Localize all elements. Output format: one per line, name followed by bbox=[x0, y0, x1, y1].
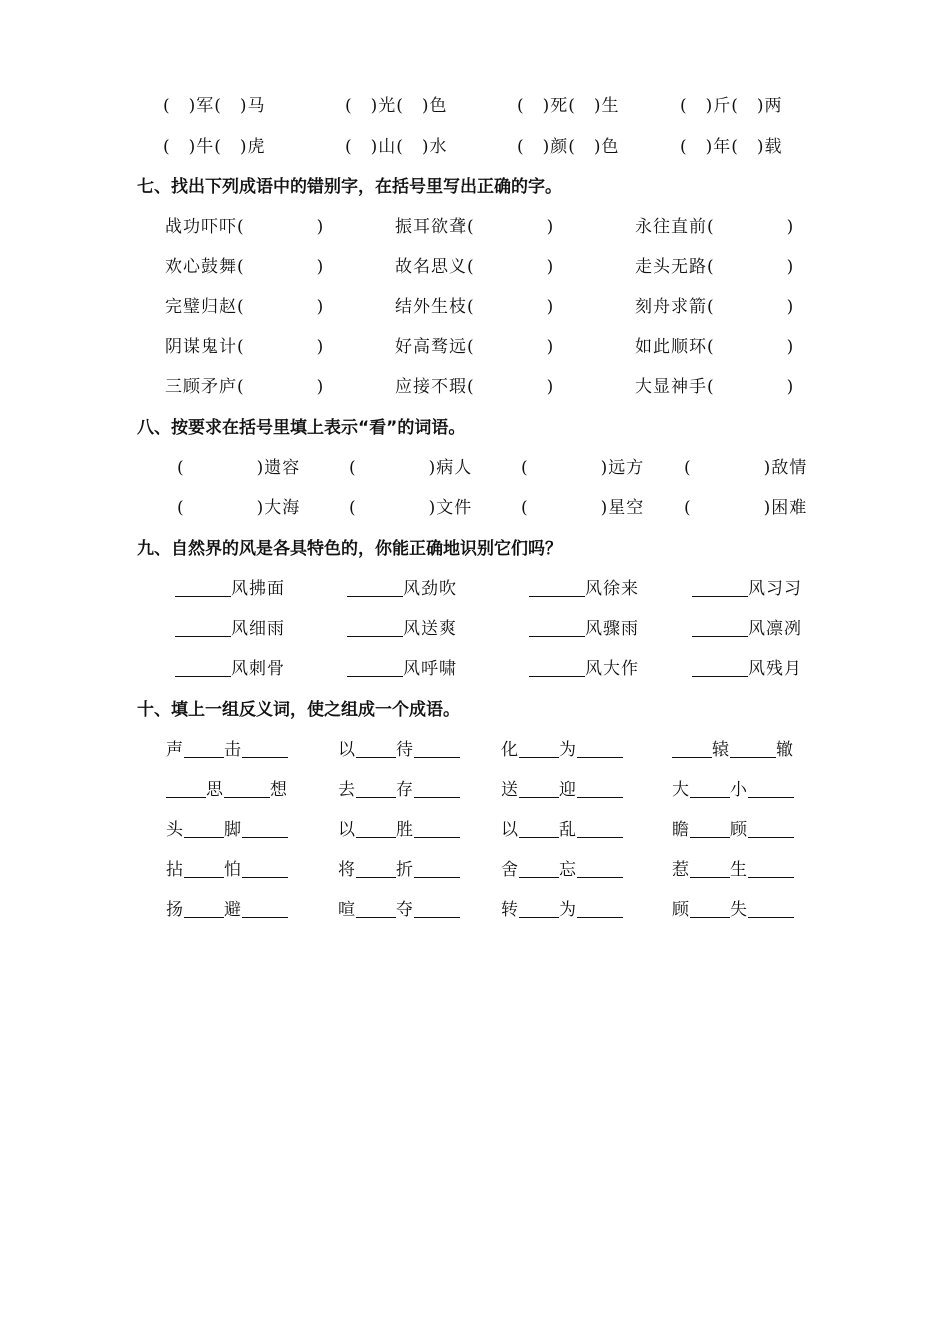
sec7-item: 如此顺环( ) bbox=[635, 337, 795, 357]
sec6-item: ( )斤( )两 bbox=[680, 96, 783, 116]
sec10-char: 以 bbox=[338, 740, 356, 760]
fill-blank[interactable] bbox=[356, 899, 396, 918]
sec10-char: 思 bbox=[206, 780, 224, 800]
sec9-word: 风刺骨 bbox=[231, 659, 285, 679]
fill-blank[interactable] bbox=[184, 819, 224, 838]
fill-blank[interactable] bbox=[347, 618, 403, 637]
sec9-word: 风习习 bbox=[748, 579, 802, 599]
sec7-item: 刻舟求箭( ) bbox=[635, 297, 795, 317]
sec9-item bbox=[529, 614, 639, 644]
fill-blank[interactable] bbox=[414, 859, 460, 878]
fill-blank[interactable] bbox=[356, 739, 396, 758]
fill-blank[interactable] bbox=[166, 779, 206, 798]
sec10-item bbox=[672, 775, 794, 805]
fill-blank[interactable] bbox=[529, 658, 585, 677]
sec10-row-3 bbox=[0, 815, 950, 845]
sec10-item bbox=[338, 735, 460, 765]
sec10-char: 待 bbox=[396, 740, 414, 760]
sec10-char: 胜 bbox=[396, 820, 414, 840]
fill-blank[interactable] bbox=[184, 739, 224, 758]
sec9-item bbox=[175, 654, 285, 684]
fill-blank[interactable] bbox=[748, 819, 794, 838]
sec6-item: ( )军( )马 bbox=[163, 96, 266, 116]
sec9-word: 风徐来 bbox=[585, 579, 639, 599]
sec7-row-5 bbox=[0, 372, 950, 402]
sec9-word: 风大作 bbox=[585, 659, 639, 679]
fill-blank[interactable] bbox=[692, 658, 748, 677]
sec10-char: 大 bbox=[672, 780, 690, 800]
fill-blank[interactable] bbox=[577, 739, 623, 758]
sec10-item bbox=[166, 815, 288, 845]
sec10-item bbox=[672, 735, 794, 765]
sec7-item: 应接不瑕( ) bbox=[395, 377, 555, 397]
sec10-row-5 bbox=[0, 895, 950, 925]
sec10-char: 转 bbox=[501, 900, 519, 920]
sec10-char: 小 bbox=[730, 780, 748, 800]
fill-blank[interactable] bbox=[242, 859, 288, 878]
sec7-row-3 bbox=[0, 292, 950, 322]
fill-blank[interactable] bbox=[356, 859, 396, 878]
fill-blank[interactable] bbox=[748, 899, 794, 918]
sec10-char: 辕 bbox=[712, 740, 730, 760]
sec6-row-1 bbox=[0, 91, 950, 121]
sec10-char: 想 bbox=[270, 780, 288, 800]
fill-blank[interactable] bbox=[577, 859, 623, 878]
sec10-char: 脚 bbox=[224, 820, 242, 840]
sec10-item bbox=[166, 895, 288, 925]
fill-blank[interactable] bbox=[577, 899, 623, 918]
fill-blank[interactable] bbox=[577, 779, 623, 798]
sec10-char: 舍 bbox=[501, 860, 519, 880]
sec7-item: 结外生枝( ) bbox=[395, 297, 555, 317]
sec10-char: 顾 bbox=[730, 820, 748, 840]
sec8-item: ( )文件 bbox=[349, 498, 473, 518]
fill-blank[interactable] bbox=[519, 859, 559, 878]
fill-blank[interactable] bbox=[175, 618, 231, 637]
fill-blank[interactable] bbox=[672, 739, 712, 758]
sec9-item bbox=[347, 654, 457, 684]
fill-blank[interactable] bbox=[184, 859, 224, 878]
fill-blank[interactable] bbox=[529, 578, 585, 597]
fill-blank[interactable] bbox=[690, 899, 730, 918]
fill-blank[interactable] bbox=[748, 779, 794, 798]
sec9-word: 风骤雨 bbox=[585, 619, 639, 639]
sec10-char: 为 bbox=[559, 900, 577, 920]
sec10-char: 送 bbox=[501, 780, 519, 800]
sec8-row-2 bbox=[0, 493, 950, 523]
sec9-word: 风凛冽 bbox=[748, 619, 802, 639]
sec8-item: ( )大海 bbox=[177, 498, 301, 518]
sec8-item: ( )困难 bbox=[684, 498, 808, 518]
fill-blank[interactable] bbox=[519, 779, 559, 798]
sec8-row-1 bbox=[0, 453, 950, 483]
sec10-item bbox=[166, 855, 288, 885]
sec7-item: 走头无路( ) bbox=[635, 257, 795, 277]
sec9-item bbox=[347, 614, 457, 644]
sec10-item bbox=[501, 735, 623, 765]
sec10-char: 乱 bbox=[559, 820, 577, 840]
section8-title: 八、按要求在括号里填上表示“看”的词语。 bbox=[137, 418, 466, 438]
sec10-item bbox=[338, 855, 460, 885]
sec9-item bbox=[692, 574, 802, 604]
sec10-char: 为 bbox=[559, 740, 577, 760]
sec8-item: ( )遗容 bbox=[177, 458, 301, 478]
sec7-item: 欢心鼓舞( ) bbox=[165, 257, 325, 277]
sec9-word: 风劲吹 bbox=[403, 579, 457, 599]
sec10-char: 瞻 bbox=[672, 820, 690, 840]
fill-blank[interactable] bbox=[175, 578, 231, 597]
sec7-item: 故名思义( ) bbox=[395, 257, 555, 277]
sec10-char: 夺 bbox=[396, 900, 414, 920]
fill-blank[interactable] bbox=[356, 779, 396, 798]
sec8-item: ( )远方 bbox=[521, 458, 645, 478]
sec10-item bbox=[501, 895, 623, 925]
sec10-item bbox=[501, 855, 623, 885]
sec10-item bbox=[166, 775, 288, 805]
fill-blank[interactable] bbox=[519, 739, 559, 758]
sec8-item: ( )敌情 bbox=[684, 458, 808, 478]
fill-blank[interactable] bbox=[242, 739, 288, 758]
sec9-item bbox=[529, 654, 639, 684]
sec6-item: ( )死( )生 bbox=[517, 96, 620, 116]
sec7-row-2 bbox=[0, 252, 950, 282]
fill-blank[interactable] bbox=[692, 618, 748, 637]
sec9-item bbox=[175, 614, 285, 644]
fill-blank[interactable] bbox=[414, 819, 460, 838]
sec7-item: 完璧归赵( ) bbox=[165, 297, 325, 317]
fill-blank[interactable] bbox=[529, 618, 585, 637]
sec10-item bbox=[501, 815, 623, 845]
sec6-item: ( )山( )水 bbox=[345, 137, 448, 157]
sec9-item bbox=[529, 574, 639, 604]
sec10-item bbox=[501, 775, 623, 805]
fill-blank[interactable] bbox=[690, 779, 730, 798]
section9-title: 九、自然界的风是各具特色的，你能正确地识别它们吗？ bbox=[137, 539, 562, 559]
sec10-char: 声 bbox=[166, 740, 184, 760]
sec10-row-1 bbox=[0, 735, 950, 765]
sec10-item bbox=[338, 775, 460, 805]
sec10-char: 辙 bbox=[776, 740, 794, 760]
sec10-char: 以 bbox=[338, 820, 356, 840]
sec10-char: 迎 bbox=[559, 780, 577, 800]
sec6-item: ( )牛( )虎 bbox=[163, 137, 266, 157]
sec10-char: 折 bbox=[396, 860, 414, 880]
sec10-char: 存 bbox=[396, 780, 414, 800]
sec9-item bbox=[692, 654, 802, 684]
sec10-char: 将 bbox=[338, 860, 356, 880]
sec10-item bbox=[338, 815, 460, 845]
sec10-char: 扬 bbox=[166, 900, 184, 920]
sec10-char: 去 bbox=[338, 780, 356, 800]
fill-blank[interactable] bbox=[347, 658, 403, 677]
fill-blank[interactable] bbox=[242, 819, 288, 838]
fill-blank[interactable] bbox=[414, 899, 460, 918]
fill-blank[interactable] bbox=[692, 578, 748, 597]
sec7-item: 大显神手( ) bbox=[635, 377, 795, 397]
fill-blank[interactable] bbox=[175, 658, 231, 677]
sec7-item: 永往直前( ) bbox=[635, 217, 795, 237]
sec10-char: 头 bbox=[166, 820, 184, 840]
fill-blank[interactable] bbox=[184, 899, 224, 918]
sec9-word: 风残月 bbox=[748, 659, 802, 679]
sec9-row-3 bbox=[0, 654, 950, 684]
sec10-row-2 bbox=[0, 775, 950, 805]
sec7-row-4 bbox=[0, 332, 950, 362]
sec10-char: 化 bbox=[501, 740, 519, 760]
sec6-row-2 bbox=[0, 132, 950, 162]
sec10-item bbox=[672, 815, 794, 845]
sec9-row-1 bbox=[0, 574, 950, 604]
sec10-row-4 bbox=[0, 855, 950, 885]
sec7-item: 振耳欲聋( ) bbox=[395, 217, 555, 237]
section10-title: 十、填上一组反义词，使之组成一个成语。 bbox=[137, 700, 460, 720]
fill-blank[interactable] bbox=[519, 819, 559, 838]
sec10-char: 怕 bbox=[224, 860, 242, 880]
sec10-item bbox=[338, 895, 460, 925]
fill-blank[interactable] bbox=[414, 779, 460, 798]
fill-blank[interactable] bbox=[730, 739, 776, 758]
sec9-row-2 bbox=[0, 614, 950, 644]
sec7-row-1 bbox=[0, 212, 950, 242]
fill-blank[interactable] bbox=[347, 578, 403, 597]
sec10-char: 顾 bbox=[672, 900, 690, 920]
sec10-char: 生 bbox=[730, 860, 748, 880]
sec10-char: 喧 bbox=[338, 900, 356, 920]
sec10-item bbox=[672, 855, 794, 885]
fill-blank[interactable] bbox=[414, 739, 460, 758]
fill-blank[interactable] bbox=[690, 859, 730, 878]
sec10-item bbox=[672, 895, 794, 925]
sec10-item bbox=[166, 735, 288, 765]
sec9-word: 风送爽 bbox=[403, 619, 457, 639]
sec9-item bbox=[692, 614, 802, 644]
sec9-item bbox=[347, 574, 457, 604]
fill-blank[interactable] bbox=[577, 819, 623, 838]
sec10-char: 忘 bbox=[559, 860, 577, 880]
sec10-char: 避 bbox=[224, 900, 242, 920]
fill-blank[interactable] bbox=[519, 899, 559, 918]
fill-blank[interactable] bbox=[748, 859, 794, 878]
sec9-word: 风呼啸 bbox=[403, 659, 457, 679]
sec10-char: 拈 bbox=[166, 860, 184, 880]
sec10-char: 击 bbox=[224, 740, 242, 760]
fill-blank[interactable] bbox=[242, 899, 288, 918]
sec10-char: 失 bbox=[730, 900, 748, 920]
section7-title: 七、找出下列成语中的错别字，在括号里写出正确的字。 bbox=[137, 177, 562, 197]
sec10-char: 以 bbox=[501, 820, 519, 840]
sec9-item bbox=[175, 574, 285, 604]
sec7-item: 三顾矛庐( ) bbox=[165, 377, 325, 397]
fill-blank[interactable] bbox=[224, 779, 270, 798]
sec7-item: 阴谋鬼计( ) bbox=[165, 337, 325, 357]
sec9-word: 风细雨 bbox=[231, 619, 285, 639]
sec7-item: 好高骛远( ) bbox=[395, 337, 555, 357]
sec6-item: ( )颜( )色 bbox=[517, 137, 620, 157]
sec8-item: ( )星空 bbox=[521, 498, 645, 518]
sec6-item: ( )年( )载 bbox=[680, 137, 783, 157]
fill-blank[interactable] bbox=[690, 819, 730, 838]
sec6-item: ( )光( )色 bbox=[345, 96, 448, 116]
fill-blank[interactable] bbox=[356, 819, 396, 838]
sec7-item: 战功吓吓( ) bbox=[165, 217, 325, 237]
sec8-item: ( )病人 bbox=[349, 458, 473, 478]
sec9-word: 风拂面 bbox=[231, 579, 285, 599]
sec10-char: 惹 bbox=[672, 860, 690, 880]
